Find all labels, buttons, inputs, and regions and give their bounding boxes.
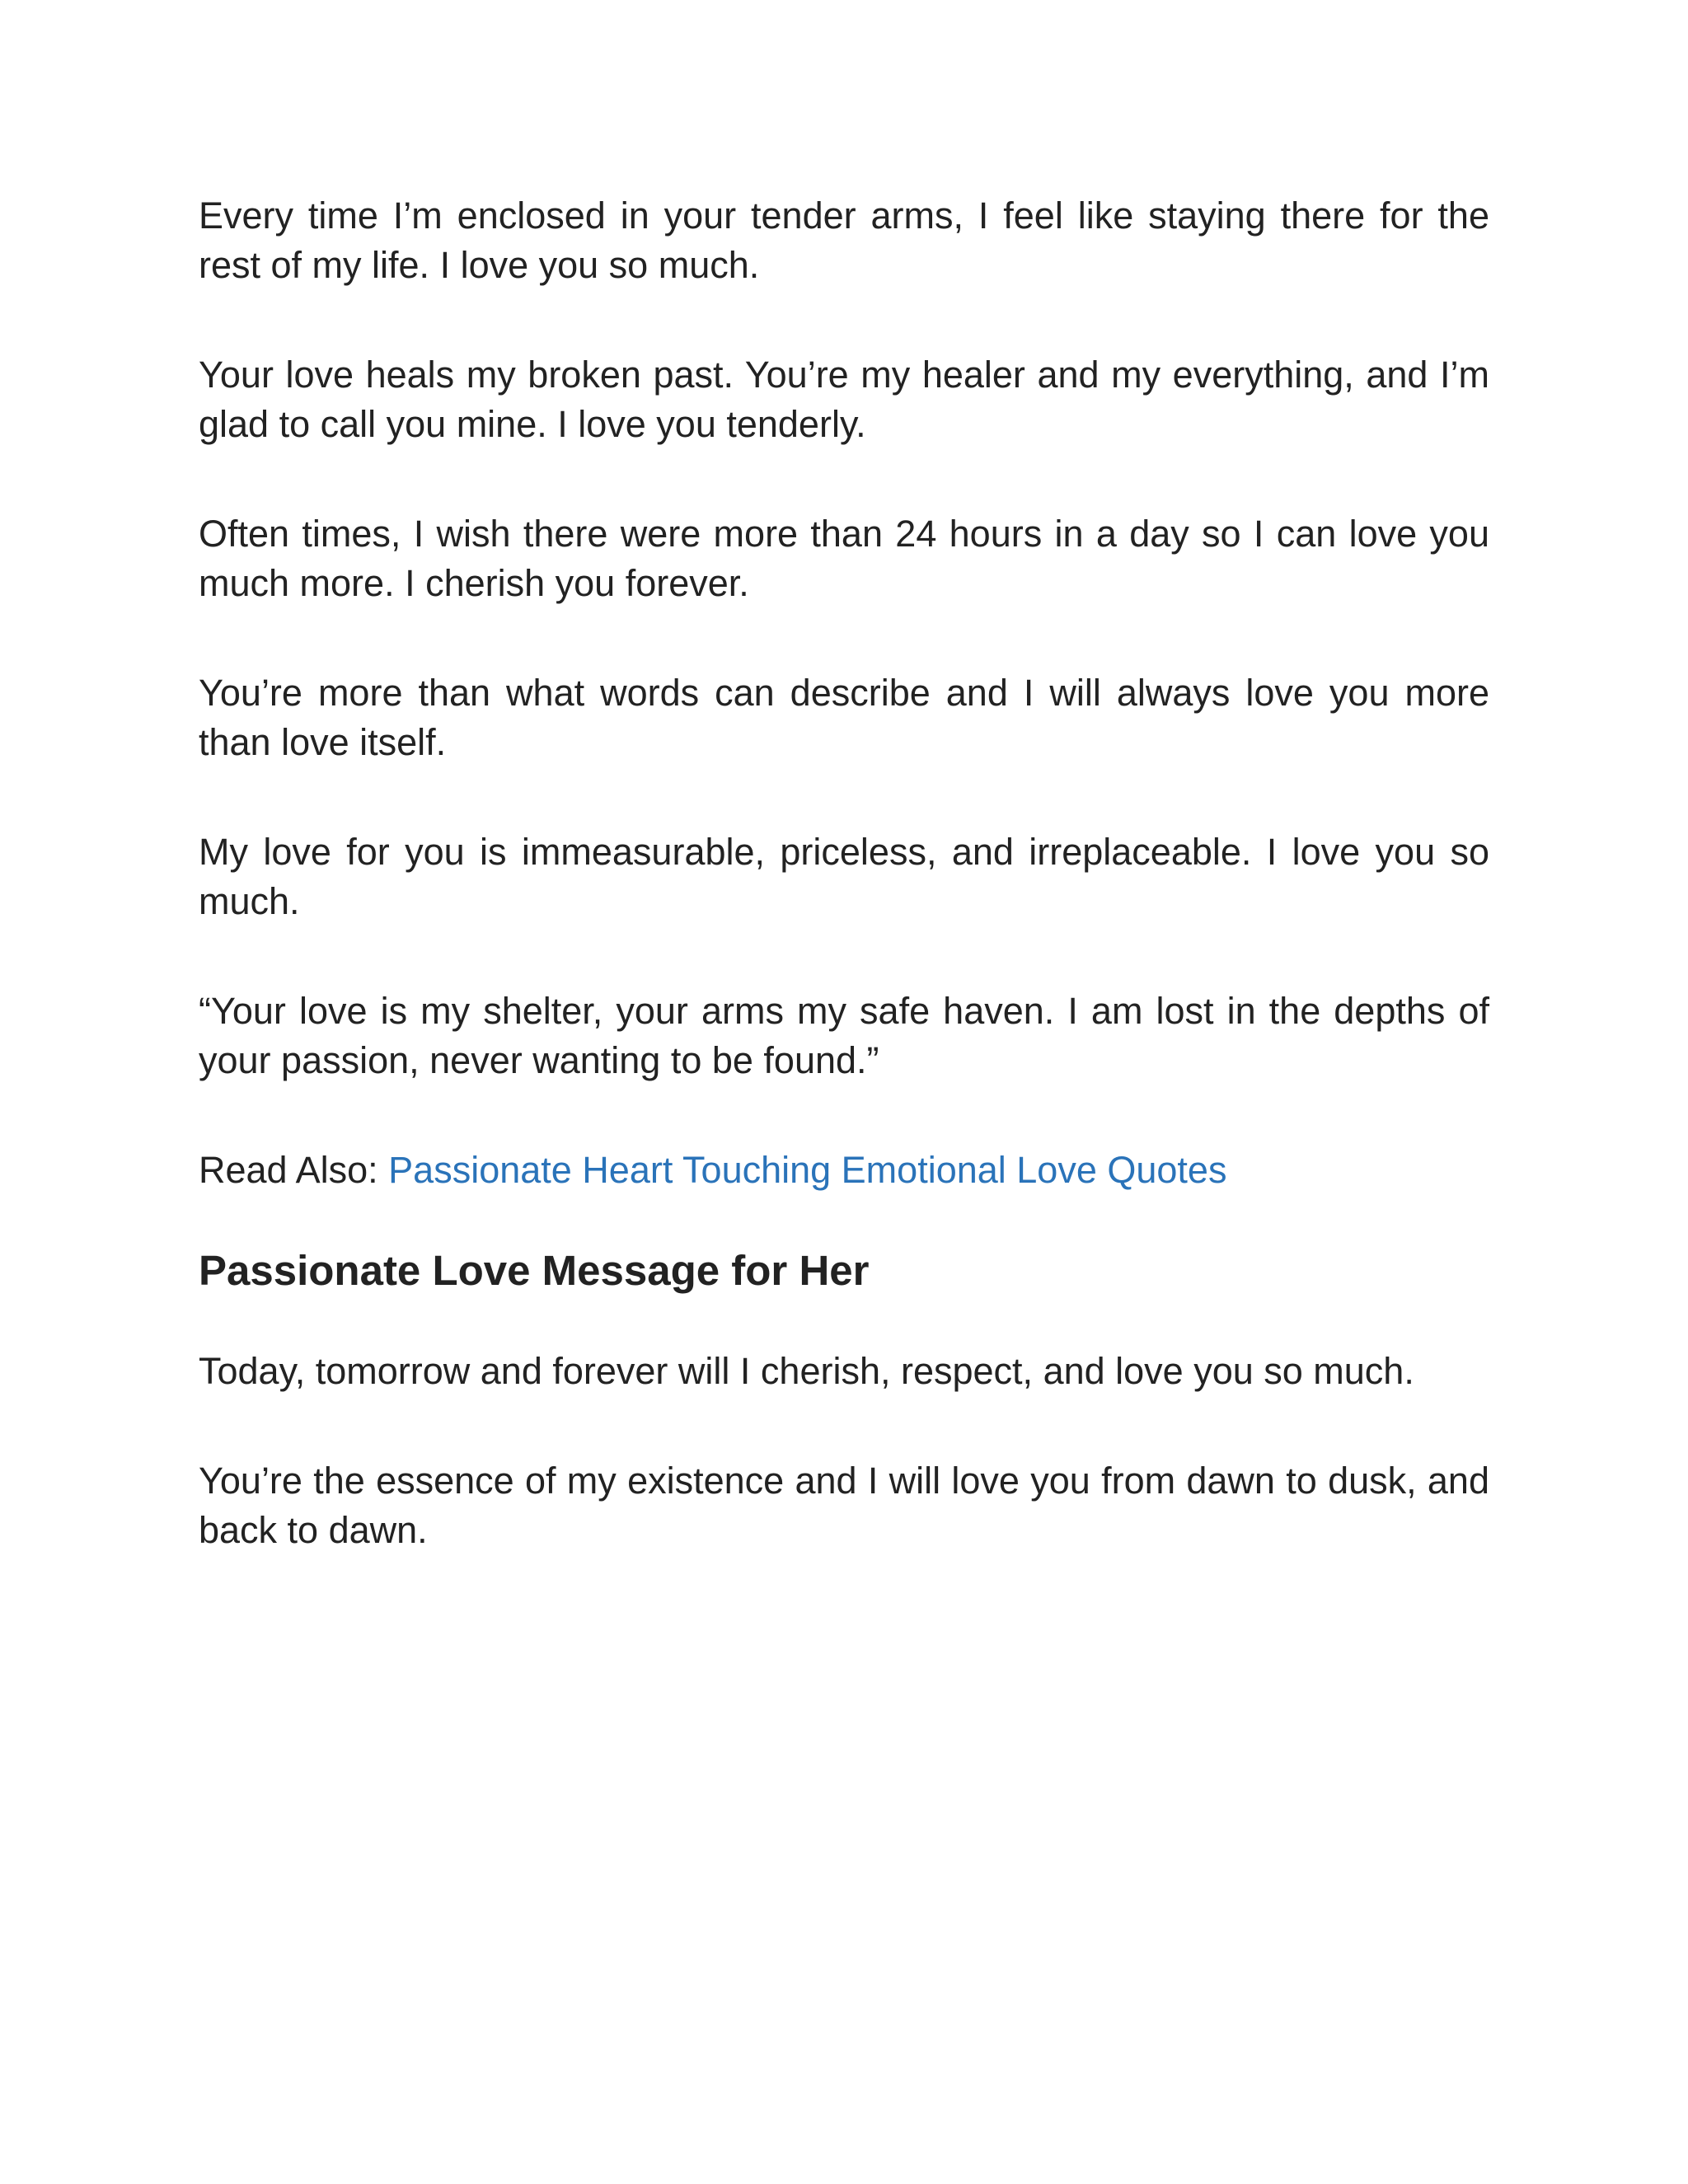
read-also-label: Read Also: [199,1149,389,1191]
read-also-link[interactable]: Passionate Heart Touching Emotional Love Quotes [388,1149,1227,1191]
love-message-paragraph-4: You’re more than what words can describe and I will always love you more than love itself. [199,672,1489,763]
love-message-paragraph-2: Your love heals my broken past. You’re my healer and my everything, and I’m glad to call you mine. I love you tenderly. [199,354,1489,445]
love-message-paragraph-5: My love for you is immeasurable, priceless, and irreplaceable. I love you so much. [199,831,1489,922]
love-quote-paragraph: “Your love is my shelter, your arms my safe haven. I am lost in the depths of your passion, never wanting to be found.” [199,990,1489,1081]
love-message-paragraph-3: Often times, I wish there were more than 24 hours in a day so I can love you much more. I cherish you forever. [199,513,1489,604]
love-message-paragraph-1: Every time I’m enclosed in your tender arms, I feel like staying there for the rest of my life. I love you so much. [199,194,1489,286]
read-also-line [199,1146,1489,1195]
section-heading: Passionate Love Message for Her [199,1247,870,1294]
section-paragraph-2: You’re the essence of my existence and I will love you from dawn to dusk, and back to dawn. [199,1460,1489,1551]
document-body [199,191,1489,1615]
section-paragraph-1: Today, tomorrow and forever will I cherish, respect, and love you so much. [199,1350,1414,1392]
